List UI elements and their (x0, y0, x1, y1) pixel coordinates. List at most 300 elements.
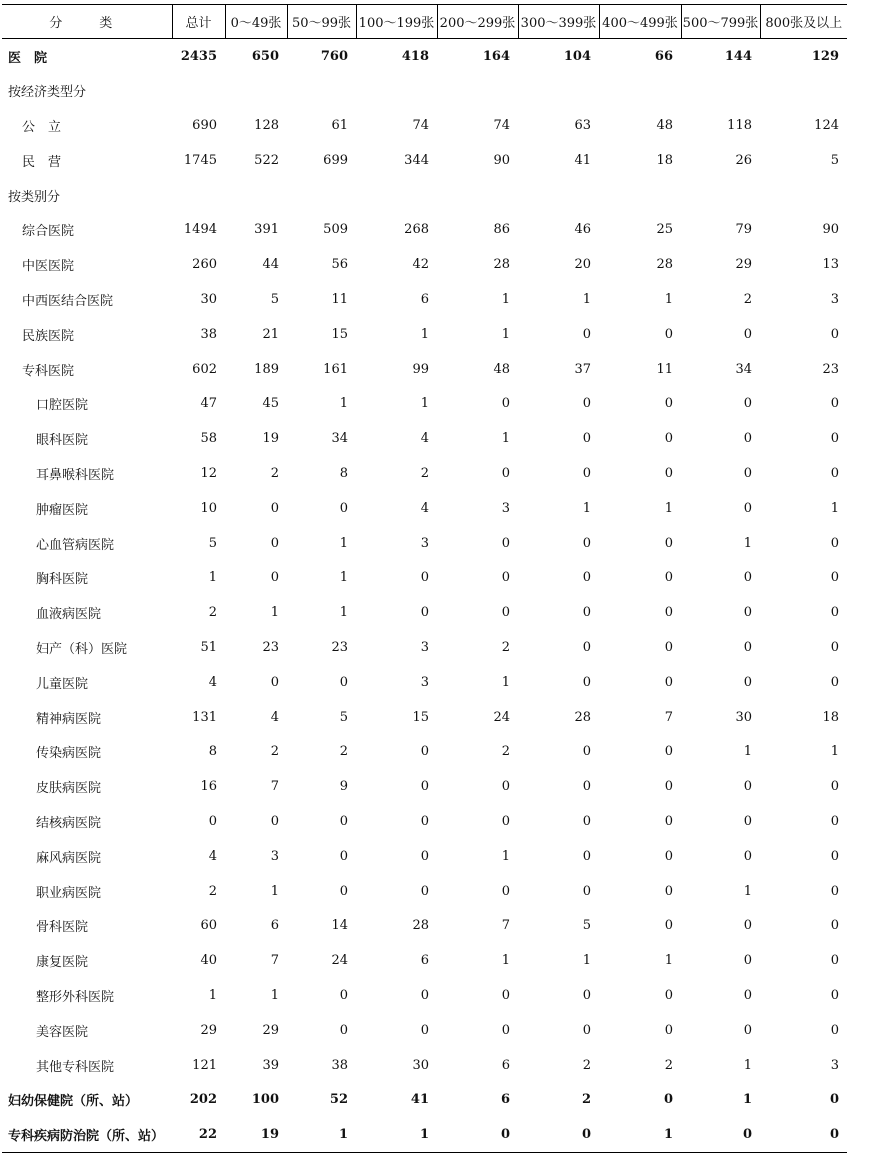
table-cell: 0 (664, 605, 673, 621)
table-cell: 11 (331, 291, 348, 307)
table-cell: 0 (518, 1117, 599, 1152)
table-cell: 0 (582, 605, 591, 621)
table-cell: 4 (208, 674, 217, 690)
table-cell: 38 (331, 1057, 348, 1073)
table-cell: 34 (331, 431, 348, 447)
table-cell: 2 (501, 744, 510, 760)
table-row (2, 456, 847, 491)
table-cell: 2 (208, 605, 217, 621)
table-cell: 0 (664, 918, 673, 934)
table-cell: 19 (225, 1117, 287, 1152)
table-cell: 7 (270, 779, 279, 795)
row-category-label: 肿瘤医院 (36, 502, 89, 518)
table-cell: 0 (582, 848, 591, 864)
table-cell: 2 (582, 1057, 591, 1073)
table-row (2, 282, 847, 317)
table-cell: 3 (830, 291, 839, 307)
row-category-label: 心血管病医院 (36, 537, 115, 553)
table-cell: 1 (830, 744, 839, 760)
table-cell: 0 (501, 570, 510, 586)
table-cell: 0 (208, 813, 217, 829)
table-cell: 51 (200, 639, 217, 655)
table-cell: 6 (420, 291, 429, 307)
table-cell: 0 (501, 396, 510, 412)
row-category-label: 皮肤病医院 (36, 781, 102, 797)
table-cell: 0 (270, 535, 279, 551)
table-cell: 74 (493, 117, 510, 133)
table-cell: 6 (501, 1057, 510, 1073)
table-cell: 161 (323, 361, 348, 377)
table-row (2, 526, 847, 561)
table-cell: 0 (582, 674, 591, 690)
row-category-label: 专科疾病防治院（所、站） (2, 1117, 172, 1152)
table-row (2, 700, 847, 735)
table-cell: 0 (743, 605, 752, 621)
table-cell (172, 73, 225, 108)
table-cell: 0 (420, 848, 429, 864)
table-cell: 86 (493, 222, 510, 238)
table-cell: 1 (830, 500, 839, 516)
table-cell: 0 (743, 465, 752, 481)
table-cell: 2 (581, 1092, 591, 1108)
row-category-label: 儿童医院 (36, 676, 89, 692)
table-row (2, 491, 847, 526)
table-cell: 760 (320, 48, 348, 64)
table-cell (681, 178, 760, 213)
table-cell: 260 (192, 257, 217, 273)
header-column: 300～399张 (518, 5, 599, 39)
table-row (2, 1013, 847, 1048)
table-row (2, 178, 847, 213)
table-cell: 0 (830, 987, 839, 1003)
table-cell: 4 (270, 709, 279, 725)
header-column: 800张及以上 (760, 5, 847, 39)
table-cell: 1 (582, 500, 591, 516)
row-category-label: 康复医院 (36, 955, 89, 971)
table-row (2, 108, 847, 143)
table-cell: 38 (200, 326, 217, 342)
table-row (2, 560, 847, 595)
table-cell: 2 (420, 465, 429, 481)
table-cell: 0 (664, 639, 673, 655)
row-category-label: 整形外科医院 (36, 989, 115, 1005)
table-cell: 121 (192, 1057, 217, 1073)
table-cell: 5 (830, 152, 839, 168)
table-cell: 34 (735, 361, 752, 377)
table-cell: 3 (501, 500, 510, 516)
header-column: 0～49张 (225, 5, 287, 39)
table-cell: 4 (208, 848, 217, 864)
row-category-label: 按经济类型分 (8, 85, 87, 101)
table-cell: 0 (501, 1022, 510, 1038)
table-cell: 48 (493, 361, 510, 377)
table-cell: 0 (339, 500, 348, 516)
table-cell: 5 (270, 291, 279, 307)
table-cell: 0 (664, 674, 673, 690)
table-cell: 6 (270, 918, 279, 934)
table-cell: 0 (743, 674, 752, 690)
table-cell: 124 (814, 117, 839, 133)
table-cell: 0 (743, 431, 752, 447)
table-cell (225, 73, 287, 108)
table-cell: 28 (574, 709, 591, 725)
table-cell: 3 (420, 674, 429, 690)
table-cell: 5 (339, 709, 348, 725)
table-body (2, 39, 847, 1153)
row-category-label: 眼科医院 (36, 433, 89, 449)
table-cell: 0 (830, 465, 839, 481)
table-cell: 131 (192, 709, 217, 725)
table-cell: 0 (664, 396, 673, 412)
table-cell: 418 (401, 48, 429, 64)
table-cell: 0 (664, 326, 673, 342)
table-cell: 0 (420, 570, 429, 586)
table-row (2, 1048, 847, 1083)
table-cell: 30 (200, 291, 217, 307)
table-cell: 0 (339, 813, 348, 829)
table-cell: 0 (830, 779, 839, 795)
table-cell: 0 (501, 465, 510, 481)
table-row (2, 1082, 847, 1117)
table-cell: 1 (599, 1117, 681, 1152)
table-cell: 23 (822, 361, 839, 377)
header-column: 100～199张 (356, 5, 437, 39)
table-cell: 63 (574, 117, 591, 133)
table-cell: 0 (830, 813, 839, 829)
table-cell: 21 (262, 326, 279, 342)
table-row (2, 39, 847, 74)
table-cell: 650 (251, 48, 279, 64)
table-cell: 2 (501, 639, 510, 655)
table-cell (437, 178, 518, 213)
table-cell: 0 (743, 500, 752, 516)
table-cell: 1 (208, 570, 217, 586)
table-row (2, 143, 847, 178)
table-cell: 1 (339, 570, 348, 586)
table-cell: 42 (412, 257, 429, 273)
table-cell: 22 (172, 1117, 225, 1152)
row-category-label: 按类别分 (8, 189, 61, 205)
table-cell: 61 (331, 117, 348, 133)
row-category-label: 传染病医院 (36, 746, 102, 762)
table-cell: 1 (270, 883, 279, 899)
table-cell: 1 (420, 396, 429, 412)
table-header-row (2, 5, 847, 39)
table-cell: 30 (412, 1057, 429, 1073)
header-column: 50～99张 (287, 5, 356, 39)
table-cell: 0 (420, 1022, 429, 1038)
table-cell: 9 (339, 779, 348, 795)
table-cell: 66 (654, 48, 673, 64)
table-cell: 0 (743, 987, 752, 1003)
table-cell: 14 (331, 918, 348, 934)
row-category-label: 职业病医院 (36, 885, 102, 901)
row-category-label: 专科医院 (22, 363, 75, 379)
row-category-label: 妇幼保健院（所、站） (8, 1094, 139, 1110)
table-cell: 99 (412, 361, 429, 377)
row-category-label: 血液病医院 (36, 607, 102, 623)
table-cell: 1 (743, 1057, 752, 1073)
table-cell: 0 (501, 813, 510, 829)
table-cell: 268 (404, 222, 429, 238)
table-cell: 2 (743, 291, 752, 307)
table-cell: 509 (323, 222, 348, 238)
table-row (2, 595, 847, 630)
table-cell (681, 73, 760, 108)
table-cell: 0 (339, 883, 348, 899)
table-cell: 1 (743, 535, 752, 551)
table-cell: 44 (262, 257, 279, 273)
table-cell: 2 (270, 744, 279, 760)
table-cell: 144 (724, 48, 752, 64)
table-row (2, 769, 847, 804)
table-cell: 1 (356, 1117, 437, 1152)
table-cell: 118 (727, 117, 752, 133)
table-cell: 0 (664, 570, 673, 586)
table-cell: 1 (339, 605, 348, 621)
table-cell: 0 (830, 848, 839, 864)
table-cell: 0 (501, 535, 510, 551)
table-cell: 0 (830, 396, 839, 412)
table-cell: 0 (582, 465, 591, 481)
table-row (2, 1117, 847, 1152)
table-cell: 0 (437, 1117, 518, 1152)
table-cell: 0 (664, 987, 673, 1003)
table-cell: 1 (501, 326, 510, 342)
table-cell (287, 178, 356, 213)
row-category-label: 公 立 (22, 119, 62, 135)
row-category-label: 其他专科医院 (36, 1059, 115, 1075)
table-cell: 30 (735, 709, 752, 725)
table-cell: 1 (339, 535, 348, 551)
table-cell: 3 (420, 639, 429, 655)
table-cell: 20 (574, 257, 591, 273)
table-cell: 522 (254, 152, 279, 168)
table-cell (437, 73, 518, 108)
table-cell: 0 (830, 535, 839, 551)
table-cell: 2 (339, 744, 348, 760)
table-cell: 0 (339, 674, 348, 690)
table-cell: 2 (208, 883, 217, 899)
table-row (2, 386, 847, 421)
table-cell: 2 (270, 465, 279, 481)
table-cell: 0 (664, 1022, 673, 1038)
table-cell: 15 (331, 326, 348, 342)
table-cell: 0 (663, 1092, 673, 1108)
table-cell: 0 (420, 605, 429, 621)
row-category-label: 综合医院 (22, 224, 75, 240)
table-cell: 28 (412, 918, 429, 934)
table-cell: 0 (664, 813, 673, 829)
table-cell: 0 (339, 987, 348, 1003)
table-cell: 0 (743, 953, 752, 969)
table-cell: 0 (664, 431, 673, 447)
table-cell: 0 (830, 674, 839, 690)
table-cell: 0 (501, 605, 510, 621)
table-cell: 1 (208, 987, 217, 1003)
table-row (2, 212, 847, 247)
header-column: 总计 (172, 5, 225, 39)
table-cell: 0 (501, 883, 510, 899)
table-cell: 37 (574, 361, 591, 377)
row-category-label: 中医医院 (22, 259, 75, 275)
table-cell: 0 (664, 883, 673, 899)
table-cell: 0 (681, 1117, 760, 1152)
table-cell (225, 178, 287, 213)
table-row (2, 352, 847, 387)
table-row (2, 630, 847, 665)
table-cell: 18 (656, 152, 673, 168)
table-cell: 602 (192, 361, 217, 377)
table-cell: 41 (410, 1092, 429, 1108)
table-cell: 6 (420, 953, 429, 969)
table-cell: 1745 (183, 152, 217, 168)
table-cell: 0 (582, 326, 591, 342)
table-cell: 1 (501, 953, 510, 969)
table-cell: 4 (420, 431, 429, 447)
table-cell: 0 (664, 744, 673, 760)
table-cell: 1 (664, 291, 673, 307)
table-row (2, 317, 847, 352)
table-cell: 79 (735, 222, 752, 238)
table-cell: 26 (735, 152, 752, 168)
table-cell: 52 (329, 1092, 348, 1108)
row-category-label: 骨科医院 (36, 920, 89, 936)
table-cell: 164 (482, 48, 510, 64)
row-category-label: 结核病医院 (36, 815, 102, 831)
header-column: 500～799张 (681, 5, 760, 39)
table-cell: 1 (270, 605, 279, 621)
table-cell: 1494 (183, 222, 217, 238)
table-cell: 5 (582, 918, 591, 934)
table-cell: 0 (829, 1092, 839, 1108)
table-row (2, 978, 847, 1013)
table-cell: 0 (582, 535, 591, 551)
table-cell: 0 (270, 813, 279, 829)
table-cell: 0 (420, 744, 429, 760)
table-cell: 0 (582, 779, 591, 795)
table-cell: 0 (664, 465, 673, 481)
table-cell: 16 (200, 779, 217, 795)
table-row (2, 247, 847, 282)
header-category: 分 类 (2, 5, 172, 39)
row-category-label: 口腔医院 (36, 398, 89, 414)
row-category-label: 精神病医院 (36, 711, 102, 727)
table-cell: 0 (830, 1022, 839, 1038)
table-cell: 47 (200, 396, 217, 412)
table-cell: 24 (493, 709, 510, 725)
table-cell: 0 (743, 570, 752, 586)
table-cell: 6 (500, 1092, 510, 1108)
table-cell: 0 (582, 570, 591, 586)
table-cell (356, 73, 437, 108)
table-cell: 1 (743, 744, 752, 760)
table-cell: 0 (420, 883, 429, 899)
table-cell: 10 (200, 500, 217, 516)
table-cell (760, 178, 847, 213)
table-cell: 0 (582, 987, 591, 1003)
table-cell: 0 (743, 848, 752, 864)
table-cell: 90 (493, 152, 510, 168)
table-cell: 28 (493, 257, 510, 273)
table-cell: 699 (323, 152, 348, 168)
table-cell: 0 (664, 779, 673, 795)
table-cell: 1 (664, 953, 673, 969)
table-cell: 104 (563, 48, 591, 64)
table-row (2, 73, 847, 108)
table-cell: 2435 (180, 48, 217, 64)
table-row (2, 734, 847, 769)
table-cell: 19 (262, 431, 279, 447)
table-row (2, 665, 847, 700)
table-cell: 41 (574, 152, 591, 168)
table-cell: 48 (656, 117, 673, 133)
table-cell: 3 (830, 1057, 839, 1073)
table-cell: 0 (830, 883, 839, 899)
table-cell: 0 (830, 431, 839, 447)
table-cell (599, 73, 681, 108)
table-cell: 0 (420, 779, 429, 795)
table-cell: 0 (830, 570, 839, 586)
table-cell: 13 (822, 257, 839, 273)
table-cell: 344 (404, 152, 429, 168)
table-cell (760, 73, 847, 108)
table-cell: 56 (331, 257, 348, 273)
row-category-label: 民族医院 (22, 328, 75, 344)
table-cell: 15 (412, 709, 429, 725)
table-cell: 24 (331, 953, 348, 969)
table-row (2, 839, 847, 874)
table-cell: 0 (743, 326, 752, 342)
table-cell: 1 (501, 291, 510, 307)
header-column: 400～499张 (599, 5, 681, 39)
table-cell: 23 (331, 639, 348, 655)
table-cell: 391 (254, 222, 279, 238)
row-category-label: 胸科医院 (36, 572, 89, 588)
table-cell: 3 (270, 848, 279, 864)
row-category-label: 医 院 (8, 50, 48, 66)
table-cell: 74 (412, 117, 429, 133)
table-cell: 690 (192, 117, 217, 133)
table-cell: 0 (830, 639, 839, 655)
table-cell (356, 178, 437, 213)
table-cell: 1 (287, 1117, 356, 1152)
table-cell: 29 (200, 1022, 217, 1038)
table-cell: 1 (501, 431, 510, 447)
table-cell: 1 (743, 883, 752, 899)
table-cell: 1 (420, 326, 429, 342)
table-cell: 0 (830, 605, 839, 621)
table-cell: 0 (664, 848, 673, 864)
table-cell: 1 (742, 1092, 752, 1108)
table-cell: 0 (743, 918, 752, 934)
table-cell: 1 (582, 291, 591, 307)
row-category-label: 耳鼻喉科医院 (36, 467, 115, 483)
table-cell: 12 (200, 465, 217, 481)
row-category-label: 中西医结合医院 (22, 293, 114, 309)
table-cell: 202 (189, 1092, 217, 1108)
table-cell: 0 (743, 1022, 752, 1038)
table-cell: 0 (743, 813, 752, 829)
table-cell: 0 (339, 848, 348, 864)
header-column: 200～299张 (437, 5, 518, 39)
table-cell: 0 (743, 779, 752, 795)
table-cell: 23 (262, 639, 279, 655)
table-cell: 0 (420, 987, 429, 1003)
table-cell: 0 (420, 813, 429, 829)
table-cell: 0 (270, 500, 279, 516)
table-cell: 0 (582, 883, 591, 899)
